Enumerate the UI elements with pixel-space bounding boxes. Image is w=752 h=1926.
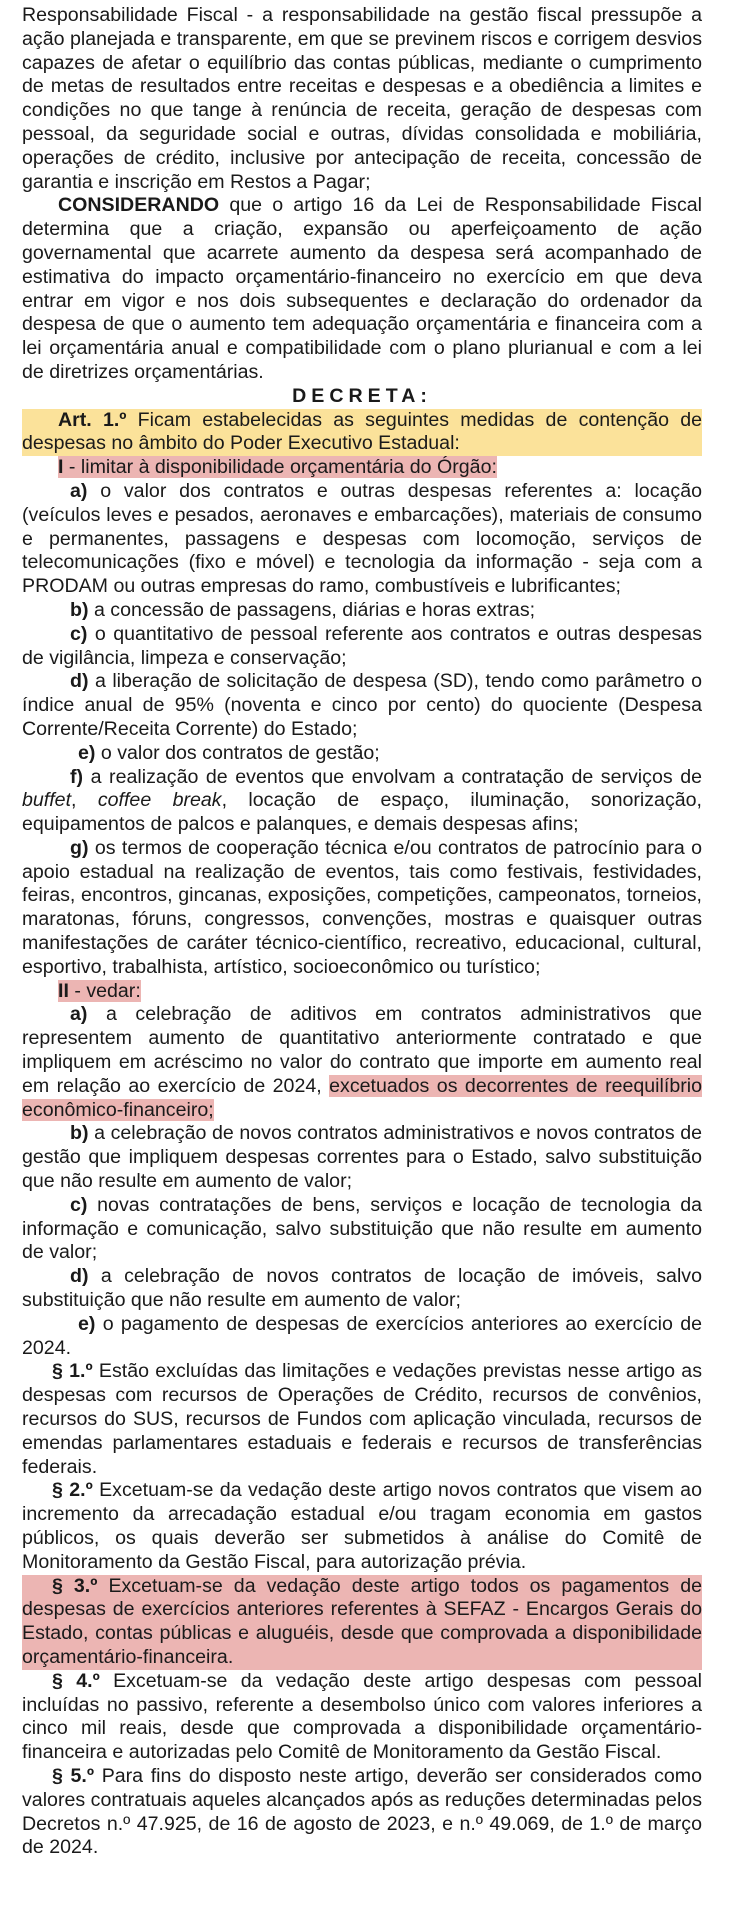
item-label: d)	[70, 670, 89, 693]
paragraph-5	[22, 1765, 702, 1860]
paragraph-text: Excetuam-se da vedação deste artigo todos os pagamentos de despesas de exercícios anteriores referentes à SEFAZ - Encargos Gerais do Estado, contas públicas e aluguéis, desde que comprovada a disponibilidade orçamentário-financeira.	[22, 1574, 702, 1668]
item-label: c)	[70, 1193, 88, 1216]
inciso-1	[22, 456, 702, 480]
paragraph-label: § 4.º	[52, 1669, 100, 1692]
inciso-1-item-e	[22, 742, 702, 766]
inciso-1-number: I	[58, 456, 64, 479]
paragraph-text: Excetuam-se da vedação deste artigo novos contratos que visem ao incremento da arrecadação estadual e/ou tragam economia em gastos públicos, os quais deverão ser submetidos à análise do Comitê de Monitoramento da Gestão Fiscal, para autorização prévia.	[22, 1479, 702, 1573]
item-text: a celebração de novos contratos de locação de imóveis, salvo substituição que não resulte em aumento de valor;	[22, 1265, 702, 1312]
inciso-2-text: vedar:	[86, 979, 141, 1002]
considerando-text: que o artigo 16 da Lei de Responsabilidade Fiscal determina que a criação, expansão ou aperfeiçoamento de ação governamental que acarrete aumento da despesa será acompanhado de estimativa do impacto orçamentário-financeiro no exercício em que deva entrar em vigor e nos dois subsequentes e declaração do ordenador da despesa de que o aumento tem adequação orçamentária e financeira com a lei orçamentária anual e compatibilidade com o plano plurianual e com a lei de diretrizes orçamentárias.	[22, 194, 702, 383]
paragraph-considerando	[22, 194, 702, 384]
item-label: g)	[70, 836, 89, 859]
inciso-2-item-e	[22, 1313, 702, 1361]
item-label: b)	[70, 598, 89, 621]
item-text: o pagamento de despesas de exercícios anteriores ao exercício de 2024.	[22, 1312, 702, 1359]
item-text: , locação de espaço, iluminação, sonorização, equipamentos de palcos e palanques, e demais despesas afins;	[22, 789, 702, 836]
paragraph-label: § 5.º	[52, 1764, 95, 1787]
item-text: o valor dos contratos e outras despesas referentes a: locação (veículos leves e pesados, aeronaves e embarcações), materiais de consumo e permanentes, passagens e despesas com locomoção, serviços de telecomunicações (fixo e móvel) e tecnologia da informação - seja com a PRODAM ou outras empresas do ramo, combustíveis e lubrificantes;	[22, 479, 702, 598]
item-text: os termos de cooperação técnica e/ou contratos de patrocínio para o apoio estadual na realização de eventos, tais como festivais, festividades, feiras, encontros, gincanas, exposições, competições, campeonatos, torneios, maratonas, fóruns, congressos, convenções, mostras e quaisquer outras manifestações de caráter técnico-científico, recreativo, educacional, cultural, esportivo, trabalhista, artístico, socioeconômico ou turístico;	[22, 836, 702, 978]
paragraph-label: § 2.º	[52, 1479, 93, 1502]
item-label: e)	[78, 741, 96, 764]
item-text: a concessão de passagens, diárias e horas extras;	[88, 598, 536, 621]
paragraph-2	[22, 1479, 702, 1574]
article-1	[22, 409, 702, 457]
paragraph-text: Excetuam-se da vedação deste artigo despesas com pessoal incluídas no passivo, referente a desembolso único com valores inferiores a cinco mil reais, desde que comprovada a disponibilidade orçamentário-financeira e autorizadas pelo Comitê de Monitoramento da Gestão Fiscal.	[22, 1669, 702, 1764]
paragraph-4	[22, 1670, 702, 1765]
inciso-1-item-g	[22, 837, 702, 980]
paragraph-label: § 1.º	[52, 1360, 93, 1383]
inciso-1-item-f	[22, 766, 702, 837]
paragraph-1	[22, 1360, 702, 1479]
item-text: a celebração de novos contratos administrativos e novos contratos de gestão que impliquem despesas correntes para o Estado, salvo substituição que não resulte em aumento de valor;	[22, 1122, 702, 1193]
paragraph-3	[22, 1575, 702, 1670]
inciso-2-item-c	[22, 1194, 702, 1265]
paragraph-text: Estão excluídas das limitações e vedações previstas nesse artigo as despesas com recursos de Operações de Crédito, recursos de convênios, recursos do SUS, recursos de Fundos com aplicação vinculada, recursos de emendas parlamentares estaduais e federais e recursos de transferências federais.	[22, 1360, 702, 1478]
item-text: o quantitativo de pessoal referente aos contratos e outras despesas de vigilância, limpeza e conservação;	[22, 622, 702, 669]
item-highlighted-text: excetuados os decorrentes de reequilíbrio econômico-financeiro;	[22, 1074, 703, 1121]
paragraph-label: § 3.º	[52, 1574, 98, 1597]
item-text: ,	[71, 789, 98, 812]
item-label: a)	[70, 479, 88, 502]
paragraph-text: Para fins do disposto neste artigo, deverão ser considerados como valores contratuais aqueles alcançados após as reduções determinadas pelos Decretos n.º 47.925, de 16 de agosto de 2023, e n.º 49.069, de 1.º de março de 2024.	[22, 1764, 703, 1859]
article-1-text: Ficam estabelecidas as seguintes medidas de contenção de despesas no âmbito do Poder Executivo Estadual:	[22, 408, 702, 455]
item-label: c)	[70, 622, 88, 645]
item-term-coffee-break: coffee break	[97, 789, 222, 812]
item-label: d)	[70, 1265, 89, 1288]
article-1-label: Art. 1.º	[58, 408, 127, 431]
inciso-1-item-d	[22, 670, 702, 741]
item-text: novas contratações de bens, serviços e locação de tecnologia da informação e comunicação, salvo substituição que não resulte em aumento de valor;	[22, 1193, 702, 1264]
inciso-1-item-c	[22, 623, 702, 671]
inciso-1-text: limitar à disponibilidade orçamentária do Órgão:	[80, 456, 497, 479]
inciso-2-item-a	[22, 1003, 702, 1122]
considerando-label: CONSIDERANDO	[58, 194, 220, 217]
item-text: a liberação de solicitação de despesa (SD), tendo como parâmetro o índice anual de 95% (noventa e cinco por cento) do quociente (Despesa Corrente/Receita Corrente) do Estado;	[22, 670, 702, 740]
item-label: b)	[70, 1122, 89, 1145]
item-text: a celebração de aditivos em contratos administrativos que representem aumento de quantitativo anteriormente contratado e que impliquem em acréscimo no valor do contrato que importe em aumento real em relação ao exercício de 2024,	[22, 1003, 702, 1097]
inciso-2-number: II	[58, 979, 69, 1002]
item-label: e)	[78, 1312, 96, 1335]
inciso-2-item-b	[22, 1122, 702, 1193]
item-text: a realização de eventos que envolvam a contratação de serviços de	[83, 765, 702, 788]
inciso-2-item-d	[22, 1265, 702, 1313]
inciso-1-item-b	[22, 599, 702, 623]
paragraph-lrf-continuation	[22, 4, 702, 194]
paragraph-text: Responsabilidade Fiscal - a responsabilidade na gestão fiscal pressupõe a ação planejada e transparente, em que se previnem riscos e corrigem desvios capazes de afetar o equilíbrio das contas públicas, mediante o cumprimento de metas de resultados entre receitas e despesas e a obediência a limites e condições no que tange à renúncia de receita, geração de despesas com pessoal, da seguridade social e outras, dívidas consolidada e mobiliária, operações de crédito, inclusive por antecipação de receita, concessão de garantia e inscrição em Restos a Pagar;	[22, 4, 702, 193]
item-label: a)	[70, 1003, 88, 1026]
inciso-2	[22, 980, 702, 1004]
inciso-1-item-a	[22, 480, 702, 599]
inciso-2-separator: -	[68, 979, 87, 1002]
item-term-buffet: buffet	[22, 789, 72, 812]
item-label: f)	[70, 765, 84, 788]
item-text: o valor dos contratos de gestão;	[95, 741, 380, 764]
inciso-1-separator: -	[63, 456, 81, 479]
decreta-heading: DECRETA:	[292, 384, 432, 407]
